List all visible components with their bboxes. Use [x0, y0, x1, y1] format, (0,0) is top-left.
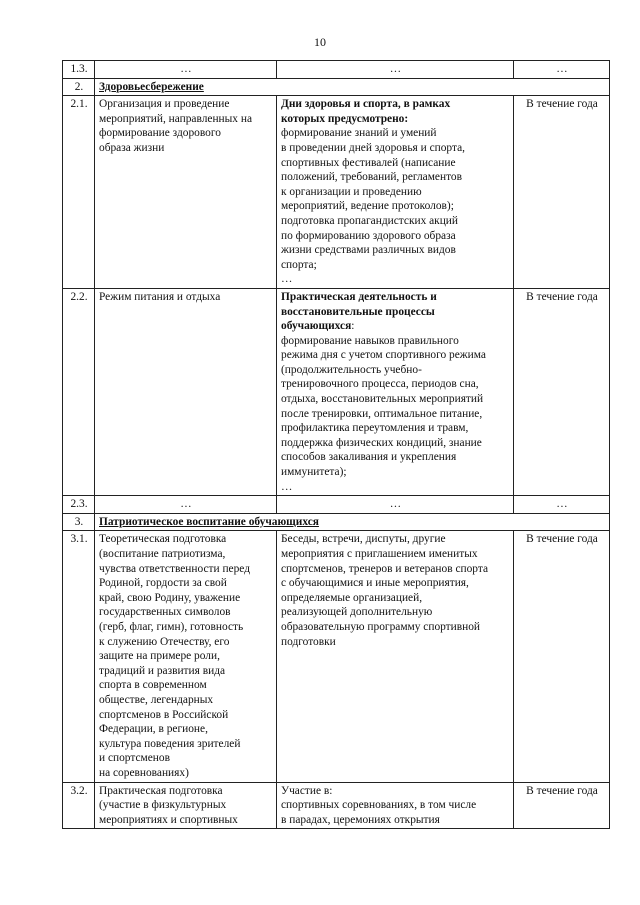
content-line: по формированию здорового образа [281, 229, 456, 242]
content-line: тренировочного процесса, периодов сна, [281, 378, 479, 391]
topic-line: (воспитание патриотизма, [99, 548, 226, 560]
cell-period: В течение года [514, 288, 610, 495]
content-line: положений, требований, регламентов [281, 171, 462, 184]
cell-topic [95, 531, 277, 782]
content-line: жизни средствами различных видов [281, 244, 456, 257]
cell-content: … [277, 496, 514, 514]
content-line: (продолжительность учебно- [281, 363, 422, 376]
topic-line: образа жизни [99, 141, 165, 154]
section-row [63, 78, 610, 96]
cell-period: В течение года [514, 531, 610, 782]
cell-period: В течение года [514, 96, 610, 289]
topic-line: обществе, легендарных [99, 693, 214, 706]
content-heading-line: восстановительные процессы [281, 305, 435, 318]
cell-topic [95, 288, 277, 495]
topic-line: чувства ответственности перед [99, 562, 251, 575]
cell-period: … [514, 61, 610, 79]
content-line: реализующей дополнительную [281, 606, 433, 619]
cell-topic: … [95, 61, 277, 79]
content-line: поддержка физических кондиций, знание [281, 436, 482, 449]
cell-period: В течение года [514, 782, 610, 829]
row-number: 2. [63, 78, 95, 96]
topic-line: (герб, флаг, гимн), готовность [99, 620, 244, 633]
content-line: Участие в: [281, 784, 333, 797]
topic-line: Практическая подготовка [99, 784, 223, 797]
topic-line: Родиной, гордости за свой [99, 577, 227, 590]
content-line: к организации и проведению [281, 185, 422, 198]
topic-line: Федерации, в регионе, [99, 723, 208, 736]
topic-line: спортсменов в Российской [99, 708, 229, 721]
topic-line: и спортсменов [99, 752, 170, 765]
row-number: 3.1. [63, 531, 95, 782]
table-row [63, 96, 610, 289]
table-row [63, 288, 610, 495]
content-line: после тренировки, оптимальное питание, [281, 407, 483, 420]
content-line: мероприятий, ведение протоколов); [281, 200, 454, 213]
topic-line: к служению Отечеству, его [99, 635, 230, 648]
content-line: подготовки [281, 635, 336, 648]
topic-line: традиций и развития вида [99, 664, 226, 677]
cell-content [277, 782, 514, 829]
section-title: Здоровьесбережение [99, 80, 204, 93]
content-line: способов закаливания и укрепления [281, 451, 457, 464]
content-line: спортивных фестивалей (написание [281, 156, 456, 169]
content-line: подготовка пропагандистских акций [281, 214, 458, 227]
cell-content [277, 531, 514, 782]
heading-colon: : [351, 320, 355, 333]
content-line: отдыха, восстановительных мероприятий [281, 393, 484, 406]
content-line: мероприятия с приглашением именитых [281, 548, 478, 560]
topic-line: защите на примере роли, [99, 650, 220, 663]
cell-content [277, 288, 514, 495]
section-title-cell [95, 513, 610, 531]
row-number: 3. [63, 513, 95, 531]
topic-line: культура поведения зрителей [99, 737, 241, 750]
table-row [63, 61, 610, 79]
topic-line: Теоретическая подготовка [99, 533, 227, 546]
content-heading-line: обучающихся [281, 320, 352, 333]
content-heading-line: которых предусмотрено: [281, 112, 409, 125]
content-line: спортсменов, тренеров и ветеранов спорта [281, 562, 489, 575]
content-line: образовательную программу спортивной [281, 620, 481, 633]
section-title-cell [95, 78, 610, 96]
content-line: Беседы, встречи, диспуты, другие [281, 533, 446, 546]
row-number: 2.2. [63, 288, 95, 495]
content-line: в проведении дней здоровья и спорта, [281, 141, 465, 154]
topic-line: государственных символов [99, 606, 231, 619]
cell-period: … [514, 496, 610, 514]
content-line: режима дня с учетом спортивного режима [281, 349, 486, 362]
row-number: 1.3. [63, 61, 95, 79]
content-line: спортивных соревнованиях, в том числе [281, 799, 477, 812]
table-row [63, 496, 610, 514]
topic-line: Режим питания и отдыха [99, 290, 221, 303]
content-line: … [281, 273, 293, 286]
table-row [63, 531, 610, 782]
row-number: 2.3. [63, 496, 95, 514]
page-number: 10 [314, 35, 326, 49]
row-number: 3.2. [63, 782, 95, 829]
section-title: Патриотическое воспитание обучающихся [99, 515, 319, 528]
topic-line: (участие в физкультурных [99, 799, 227, 812]
content-line: формирование навыков правильного [281, 334, 459, 347]
content-heading-line: Дни здоровья и спорта, в рамках [281, 98, 451, 111]
cell-content: … [277, 61, 514, 79]
content-line: определяемые организацией, [281, 591, 423, 604]
topic-line: мероприятий, направленных на [99, 112, 253, 125]
topic-line: формирование здорового [99, 127, 221, 140]
cell-topic [95, 782, 277, 829]
content-line: иммунитета); [281, 466, 347, 479]
topic-line: спорта в современном [99, 679, 207, 692]
content-line: в парадах, церемониях открытия [281, 813, 440, 826]
plan-table [62, 60, 610, 829]
content-line: профилактика переутомления и травм, [281, 422, 469, 435]
topic-line: Организация и проведение [99, 98, 230, 111]
cell-topic: … [95, 496, 277, 514]
section-row [63, 513, 610, 531]
topic-line: на соревнованиях) [99, 766, 189, 779]
topic-line: мероприятиях и спортивных [99, 813, 238, 826]
cell-topic [95, 96, 277, 289]
content-line: … [281, 480, 293, 493]
topic-line: край, свою Родину, уважение [99, 591, 241, 604]
content-line: спорта; [281, 258, 317, 271]
table-row [63, 782, 610, 829]
row-number: 2.1. [63, 96, 95, 289]
content-heading-line: Практическая деятельность и [281, 290, 437, 303]
content-line: формирование знаний и умений [281, 127, 437, 140]
content-line: с обучающимися и иные мероприятия, [281, 577, 469, 590]
cell-content [277, 96, 514, 289]
